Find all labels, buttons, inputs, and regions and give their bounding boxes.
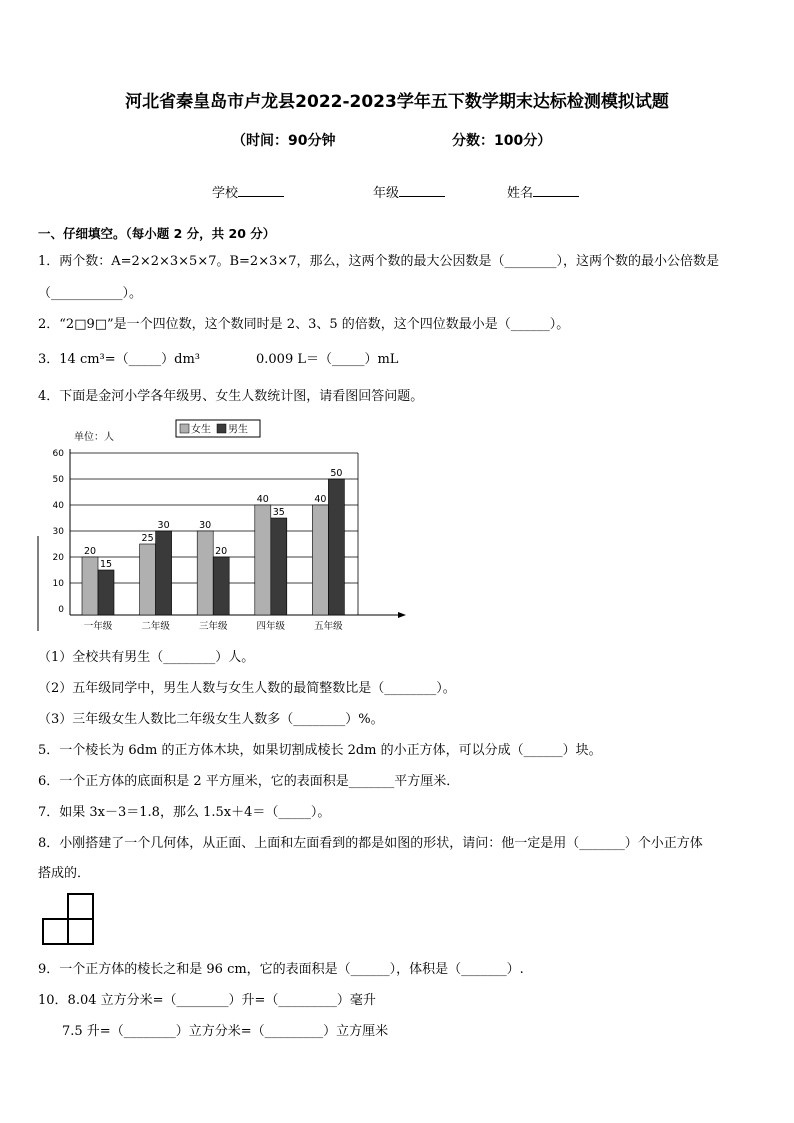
question-8-line-1: 8．小刚搭建了一个几何体，从正面、上面和左面看到的都是如图的形状，请问：他一定是用（_______）个小正方体 — [38, 836, 703, 851]
data-label: 30 — [199, 520, 212, 531]
y-tick-label: 60 — [52, 449, 64, 459]
question-6: 6．一个正方体的底面积是 2 平方厘米，它的表面积是_______平方厘米． — [38, 774, 460, 789]
grade-field[interactable] — [373, 182, 445, 201]
bar-female — [140, 544, 156, 615]
question-4-2: （2）五年级同学中，男生人数与女生人数的最简整数比是（________）。 — [38, 681, 456, 696]
data-label: 35 — [272, 507, 285, 518]
grade-label: 年级 — [373, 186, 400, 201]
grade-blank[interactable] — [399, 184, 445, 197]
bar-chart — [36, 411, 416, 636]
x-tick-label: 五年级 — [314, 621, 343, 632]
question-3-part-2: 0.009 L＝（_____）mL — [256, 352, 399, 367]
data-label: 40 — [256, 494, 269, 505]
cube-view-figure — [42, 892, 96, 946]
page-title: 河北省秦皇岛市卢龙县2022-2023学年五下数学期末达标检测模拟试题 — [125, 92, 669, 112]
data-label: 15 — [99, 559, 113, 570]
cube-square-bottom-right — [68, 919, 93, 944]
question-1-line-2: （___________）。 — [38, 286, 143, 301]
x-axis-arrow — [398, 612, 406, 618]
x-tick-label: 二年级 — [141, 621, 170, 632]
question-4: 4．下面是金河小学各年级男、女生人数统计图，请看图回答问题。 — [38, 389, 424, 404]
unit-label: 单位：人 — [74, 432, 114, 443]
question-3-part-1: 3．14 cm³=（_____）dm³ — [38, 352, 201, 367]
y-tick-label: 20 — [52, 553, 64, 563]
name-field[interactable] — [507, 182, 579, 201]
y-tick-label: 10 — [52, 579, 64, 589]
cube-square-top-right — [68, 894, 93, 919]
bar-male — [328, 479, 344, 615]
name-blank[interactable] — [533, 184, 579, 197]
exam-time: （时间：90分钟 — [232, 133, 336, 149]
bar-male — [98, 570, 114, 615]
y-tick-label: 0 — [58, 605, 64, 615]
data-label: 30 — [157, 520, 170, 531]
section-heading: 一、仔细填空。（每小题 2 分，共 20 分） — [38, 226, 276, 241]
legend-swatch-male — [217, 424, 226, 433]
school-blank[interactable] — [238, 184, 284, 197]
legend-label-female: 女生 — [191, 424, 211, 436]
legend-swatch-female — [180, 424, 189, 433]
question-10-line-1: 10．8.04 立方分米=（________）升=（_________）毫升 — [38, 993, 376, 1008]
question-10-line-2: 7.5 升=（________）立方分米=（_________）立方厘米 — [62, 1024, 389, 1039]
bar-female — [312, 505, 328, 615]
question-9: 9．一个正方体的棱长之和是 96 cm，它的表面积是（______），体积是（_______）. — [38, 962, 524, 977]
bar-female — [197, 531, 213, 615]
x-tick-label: 一年级 — [83, 621, 113, 632]
bar-male — [213, 557, 229, 615]
x-tick-label: 三年级 — [198, 621, 228, 632]
cube-square-bottom-left — [43, 919, 68, 944]
school-label: 学校 — [212, 186, 239, 201]
x-tick-label: 四年级 — [256, 621, 286, 632]
question-4-3: （3）三年级女生人数比二年级女生人数多（________）%。 — [38, 712, 384, 727]
exam-meta — [0, 130, 794, 152]
name-label: 姓名 — [507, 186, 534, 201]
question-7: 7．如果 3x－3＝1.8，那么 1.5x＋4＝（_____）。 — [38, 805, 331, 820]
question-5: 5．一个棱长为 6dm 的正方体木块，如果切割成棱长 2dm 的小正方体，可以分成（______）块。 — [38, 743, 602, 758]
y-tick-label: 30 — [52, 527, 64, 537]
exam-score: 分数：100分） — [452, 133, 552, 149]
bar-male — [156, 531, 172, 615]
data-label: 20 — [215, 546, 228, 557]
bar-female — [255, 505, 271, 615]
data-label: 40 — [314, 494, 327, 505]
y-tick-label: 50 — [52, 475, 64, 485]
data-label: 25 — [141, 533, 154, 544]
question-4-1: （1）全校共有男生（________）人。 — [38, 650, 255, 665]
legend-label-male: 男生 — [228, 424, 248, 436]
y-tick-label: 40 — [52, 501, 64, 511]
data-label: 50 — [330, 468, 343, 479]
bar-male — [271, 518, 287, 615]
data-label: 20 — [83, 546, 97, 557]
bar-female — [82, 557, 98, 615]
question-2: 2．“2□9□”是一个四位数，这个数同时是 2、3、5 的倍数，这个四位数最小是（______）。 — [38, 317, 570, 332]
question-8-line-2: 搭成的． — [38, 866, 91, 881]
question-1-line-1: 1．两个数：A=2×2×3×5×7。B=2×3×7，那么，这两个数的最大公因数是（________），这两个数的最小公倍数是 — [38, 254, 720, 269]
school-field[interactable] — [212, 182, 284, 201]
